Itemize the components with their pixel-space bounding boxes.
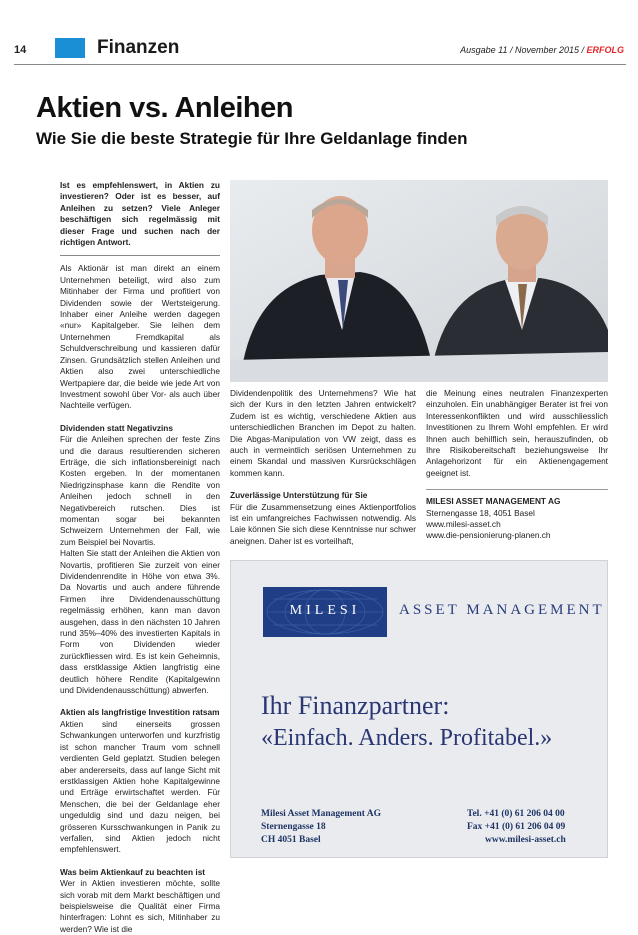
advertisement[interactable] (230, 560, 608, 858)
column-middle (230, 388, 416, 547)
ad-street: Sternengasse 18 (261, 822, 326, 832)
subheading: Zuverlässige Unterstützung für Sie (230, 490, 368, 501)
paragraph: Halten Sie statt der Anleihen die Aktien von Novartis, profitieren Sie zurzeit von einer Dividendenrendite in Höhe von etwa 3%. Da Novartis und auch andere führende Firmen ihre Dividendenausschüttung regelmässig erhöhen, kann man davon ausgehen, dass in den nächsten 10 Jahren rund 35%–40% des investierten Kapitals in Form von Dividenden wieder zurückfliessen wird. Es ist kein Geheimnis, dass erstklassige Aktien langfristig eine deutlich höhere Rendite (Kapitalgewinn und Dividendenausschüttung) abwerfen. (60, 548, 220, 696)
lead-separator (60, 255, 220, 256)
header-rule (14, 64, 626, 65)
ad-city: CH 4051 Basel (261, 835, 321, 845)
contact-separator (426, 489, 608, 490)
column-left (60, 180, 220, 935)
subheading: Aktien als langfristige Investition ratsam (60, 707, 220, 718)
paragraph: Für die Zusammensetzung eines Aktienportfolios ist ein umfangreiches Fachwissen notwendig. Als Laie können Sie sich diese Kenntnisse nur schwer aneignen. Daher ist es vorteilhaft, (230, 501, 416, 546)
column-right (426, 388, 608, 542)
paragraph: Aktien sind einerseits grossen Schwankungen unterworfen und kurzfristig ist schon mancher Traum vom schnell verdienten Geld geplatzt. Studien belegen aber andererseits, dass auf lange Sicht mit erstklassigen Aktien hohe Kapitalgewinne und Erträge erwirtschaftet werden. Für Menschen, die bei der Geldanlage eher ungeduldig sind und dazu neigen, bei grösseren Kursschwankungen in Panik zu verfallen, sind Aktien jedoch nicht empfehlenswert. (60, 718, 220, 855)
paragraph: Wer in Aktien investieren möchte, sollte sich vorab mit dem Markt beschäftigen und beispielsweise die Qualität einer Firma hinterfragen: Lohnt es sich, Mitinhaber zu werden? Wie ist die (60, 878, 220, 934)
ad-logo-text: MILESI (289, 603, 361, 618)
contact-website-link[interactable]: www.milesi-asset.ch (426, 519, 501, 530)
subheading: Dividenden statt Negativzins (60, 422, 173, 433)
article-subtitle: Wie Sie die beste Strategie für Ihre Geldanlage finden (36, 129, 468, 148)
ad-slogan: «Einfach. Anders. Profitabel.» (261, 725, 553, 751)
paragraph: Dividendenpolitik des Unternehmens? Wie hat sich der Kurs in den letzten Jahren entwickelt? Zudem ist es wichtig, verschiedene Aktien aus unterschiedlichen Branchen im Depot zu halten. Die Abgas-Manipulation von VW zeigt, dass es auch in vermeintlich seriösen Unternehmen zu einem Skandal und massiven Kursrückschlägen kommen kann. (230, 388, 416, 478)
ad-company: Milesi Asset Management AG (261, 809, 382, 819)
ad-phone: Tel. +41 (0) 61 206 04 00 (467, 809, 565, 819)
portrait-photo (230, 180, 608, 382)
issue-text: Ausgabe 11 / November 2015 / (460, 45, 587, 55)
page-number: 14 (14, 44, 27, 56)
article-lead: Ist es empfehlenswert, in Aktien zu investieren? Oder ist es besser, auf Anleihen zu setzen? Viele Anleger beschäftigen sich regelmässig mit dieser Frage und suchen nach der richtigen Antwort. (60, 180, 220, 248)
contact-website-link[interactable]: www.die-pensionierung-planen.ch (426, 530, 551, 541)
ad-logo-tagline: ASSET MANAGEMENT (399, 602, 605, 618)
subheading: Was beim Aktienkauf zu beachten ist (60, 866, 206, 877)
paragraph: Als Aktionär ist man direkt an einem Unternehmen beteiligt, wird also zum Mitinhaber der Firma und profitiert von Dividenden sowie der Wertsteigerung. Inhaber einer Anleihe werden dagegen «nur» Kapitalgeber. Sie leihen dem Unternehmen Fremdkapital als Schuldverschreibung und kassieren dafür Zinsen. Grundsätzlich stellen Anleihen und Aktien also zwei unterschiedliche Wertpapiere dar, die beide wie jede Art von Investment sowohl über Vor- als auch über Nachteile verfügen. (60, 263, 220, 411)
section-title: Finanzen (97, 37, 180, 58)
contact-company: MILESI ASSET MANAGEMENT AG (426, 496, 561, 507)
contact-address: Sternengasse 18, 4051 Basel (426, 507, 535, 518)
paragraph: Für die Anleihen sprechen der feste Zins und die daraus resultierenden sicheren Erträge, die sich inflationsbereinigt nach Kosten ergeben. In der momentanen Niedrigzinsphase kann die Rendite von Anleihen jedoch schnell in den Negativbereich rutschen. Dies ist momentan sogar bei bekannten Schweizern Unternehmen der Fall, wie zum Beispiel bei Novartis. (60, 434, 220, 547)
ad-logo (263, 587, 387, 637)
issue-line (460, 45, 624, 55)
contact-block (426, 496, 608, 542)
article-title: Aktien vs. Anleihen (36, 92, 293, 124)
ad-fax: Fax +41 (0) 61 206 04 09 (467, 822, 566, 832)
ad-headline: Ihr Finanzpartner: (261, 691, 450, 720)
ad-website-link[interactable]: www.milesi-asset.ch (485, 835, 566, 845)
brand-name: ERFOLG (586, 45, 624, 55)
section-color-block (55, 38, 85, 58)
paragraph: die Meinung eines neutralen Finanzexperten einzuholen. Ein unabhängiger Berater ist frei von Interessenkonflikten und wird ausschliesslich Investitionen zu Ihrem Wohl empfehlen. Er wird Ihnen auch behilflich sein, herauszufinden, ob Ihre Risikobereitschaft beziehungsweise Ihr Anlagehorizont für ein Aktienengagement geeignet ist. (426, 388, 608, 478)
